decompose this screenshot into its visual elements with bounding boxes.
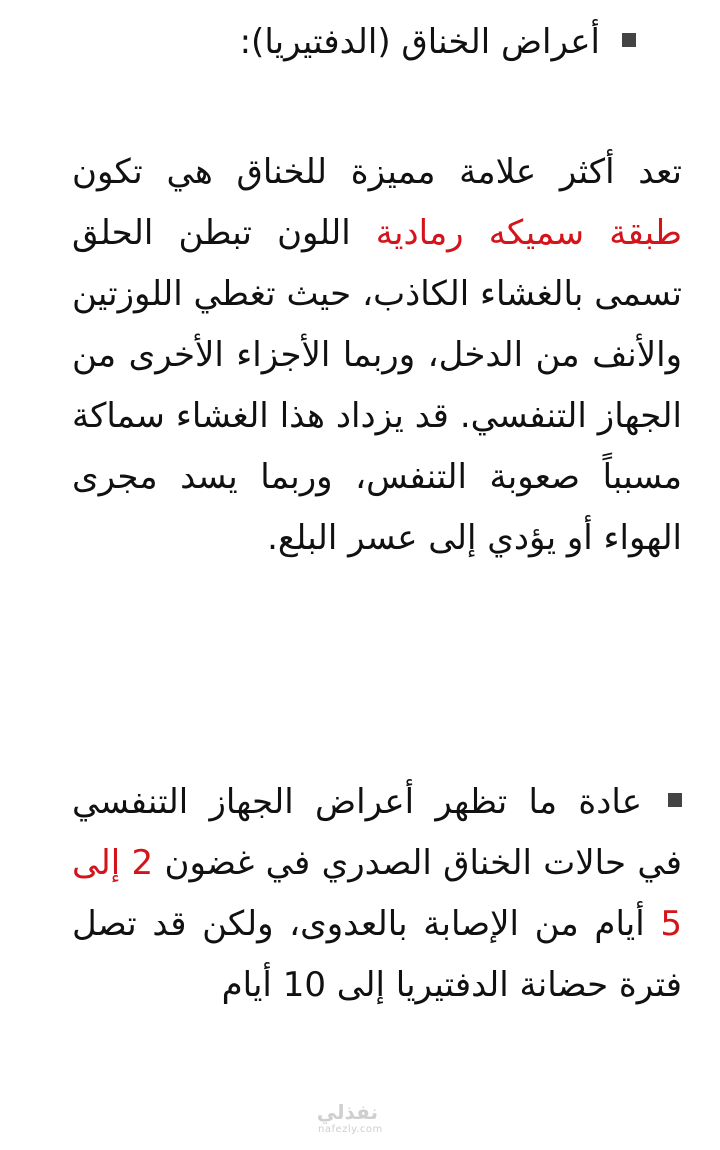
paragraph2-text-start: عادة ما تظهر أعراض الجهاز التنفسي في حالات الخناق الصدري في غضون bbox=[72, 782, 682, 883]
watermark-url: nafezly.com bbox=[318, 1124, 383, 1135]
symptoms-paragraph bbox=[72, 142, 682, 569]
paragraph1-text-end: اللون تبطن الحلق تسمى بالغشاء الكاذب، حيث تغطي اللوزتين والأنف من الدخل، وربما الأجزاء الأخرى من الجهاز التنفسي. قد يزداد هذا الغشاء سماكة مسبباً صعوبة التنفس، وربما يسد مجرى الهواء أو يؤدي إلى عسر البلع. bbox=[72, 213, 682, 558]
range-start-number: 2 bbox=[131, 843, 154, 883]
range-to-word: إلى bbox=[72, 843, 121, 883]
watermark-arabic-logo: نفذلي bbox=[316, 1100, 378, 1124]
heading-text: أعراض الخناق (الدفتيريا): bbox=[239, 22, 600, 62]
range-end-number: 5 bbox=[660, 904, 683, 944]
section-heading bbox=[76, 18, 636, 66]
square-bullet-icon bbox=[622, 33, 636, 47]
incubation-max-number: 10 bbox=[282, 965, 326, 1005]
square-bullet-icon bbox=[668, 793, 682, 807]
highlighted-membrane-text: طبقة سميكه رمادية bbox=[375, 213, 682, 253]
paragraph2-text-middle: أيام من الإصابة بالعدوى، ولكن قد تصل فترة حضانة الدفتيريا إلى bbox=[72, 904, 682, 1005]
site-watermark bbox=[316, 1100, 383, 1136]
paragraph1-text-start: تعد أكثر علامة مميزة للخناق هي تكون bbox=[72, 152, 682, 192]
incubation-paragraph bbox=[72, 772, 682, 1016]
paragraph2-text-end: أيام bbox=[221, 965, 272, 1005]
